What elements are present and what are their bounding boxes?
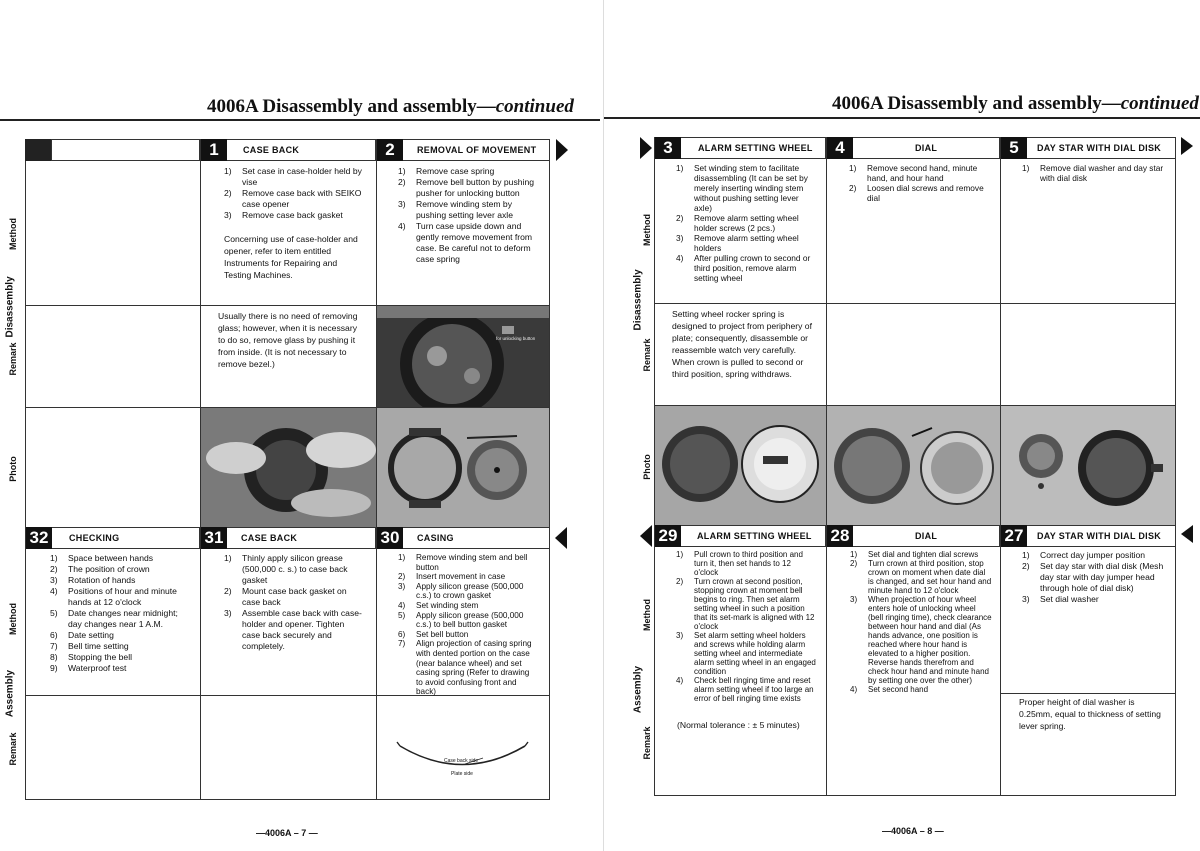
side-label-disassembly: Disassembly <box>632 269 644 331</box>
corner-block <box>25 139 51 161</box>
list-item: 1) Correct day jumper position <box>1022 550 1146 560</box>
list-item: 1) Space between hands <box>50 553 154 563</box>
step-title: REMOVAL OF MOVEMENT <box>417 145 537 155</box>
step-number: 27 <box>1001 525 1027 547</box>
list-item: 1) Pull crown to third position and turn it, then set hands to 12 o'clock <box>676 550 803 577</box>
step-32-header <box>25 527 200 549</box>
side-label-assembly: Assembly <box>4 669 16 718</box>
grid-line <box>654 547 655 795</box>
list-item: 1) Set winding stem to facilitate disassembling (It can be set by merely inserting winding stem without pushing setting lever axle) <box>676 163 808 213</box>
step-number: 29 <box>655 525 681 547</box>
side-label-remark: Remark <box>642 726 652 760</box>
grid-line <box>826 547 827 795</box>
step-31-method-list <box>224 553 364 652</box>
step-2-header <box>376 139 550 161</box>
step-29-method-list <box>676 550 816 703</box>
step-title: CHECKING <box>69 533 120 543</box>
step-28-header <box>826 525 1000 547</box>
list-item: 6) Set bell button <box>398 629 469 639</box>
side-label-remark: Remark <box>8 342 18 376</box>
step-27-method-list <box>1022 550 1166 605</box>
photo-caption: for unlocking button <box>496 336 536 341</box>
list-item: 2) Remove case back with SEIKO case opener <box>224 188 362 209</box>
list-item: 4) Positions of hour and minute hands at 12 o'clock <box>50 586 177 607</box>
list-item: 4) Turn case upside down and gently remove movement from case. Be careful not to deform case spring <box>398 221 533 264</box>
list-item: 8) Stopping the bell <box>50 652 133 662</box>
list-item: 1) Remove dial washer and day star with dial disk <box>1022 163 1164 183</box>
side-label-photo: Photo <box>642 454 652 480</box>
grid-line <box>1175 547 1176 795</box>
list-item: 2) Mount case back gasket on case back <box>224 586 347 607</box>
step-30-method-list <box>398 553 538 697</box>
list-item: 5) Date changes near midnight; day changes near 1 A.M. <box>50 608 178 629</box>
step-4-method-list <box>849 163 991 203</box>
step-1-method-list <box>224 166 364 221</box>
grid-line <box>25 799 550 800</box>
list-item: 4) Set second hand <box>850 685 929 694</box>
step-title: DAY STAR WITH DIAL DISK <box>1037 531 1162 541</box>
left-page-title: 4006A Disassembly and assembly—continued <box>207 96 574 117</box>
right-page-title: 4006A Disassembly and assembly—continued <box>832 93 1199 114</box>
side-label-disassembly: Disassembly <box>4 276 16 338</box>
grid-line <box>25 161 26 527</box>
header-blank <box>51 139 200 161</box>
list-item: 3) Remove alarm setting wheel holders <box>676 233 799 253</box>
arrow-right-icon <box>640 137 652 159</box>
grid-line <box>654 795 1176 796</box>
list-item: 5) Apply silicon grease (500,000 c.s.) to bell button gasket <box>398 610 524 630</box>
step-title: ALARM SETTING WHEEL <box>698 143 813 153</box>
step-number: 28 <box>827 525 853 547</box>
side-label-method: Method <box>642 599 652 631</box>
movement-and-case-photo <box>377 408 549 527</box>
list-item: 4) After pulling crown to second or third position, remove alarm setting wheel <box>676 253 811 283</box>
step-title: DAY STAR WITH DIAL DISK <box>1037 143 1162 153</box>
list-item: 4) Set winding stem <box>398 600 479 610</box>
list-item: 2) Remove alarm setting wheel holder screws (2 pcs.) <box>676 213 799 233</box>
photo-movement-removal <box>377 408 549 527</box>
arrow-right-icon <box>556 139 568 161</box>
arrow-left-icon <box>555 527 567 549</box>
list-item: 1) Thinly apply silicon grease (500,000 c. s.) to case back gasket <box>224 553 348 585</box>
list-item: 2) Turn crown at second position, stopping crown at moment bell begins to ring. Then set alarm setting wheel in such a position that its set-mark is aligned with 12 o'clock <box>676 577 815 631</box>
step-3-method-list <box>676 163 816 283</box>
side-label-assembly: Assembly <box>632 665 644 714</box>
step-title: ALARM SETTING WHEEL <box>697 531 812 541</box>
list-item: 2) Remove bell button by pushing pusher for unlocking button <box>398 177 535 198</box>
list-item: 1) Set dial and tighten dial screws <box>850 550 979 559</box>
list-item: 2) Turn crown at third position, stop crown on moment when date dial is changed, and set hour hand and minute hand to 12 o'clock <box>850 559 992 595</box>
side-label-remark: Remark <box>8 732 18 766</box>
movement-removal-photo <box>377 306 549 407</box>
list-item: 2) Set day star with dial disk (Mesh day star with day jumper head through hole of dial disk) <box>1022 561 1164 593</box>
step-5-header <box>1000 137 1176 159</box>
step-32-method-list <box>50 553 192 674</box>
side-label-method: Method <box>8 218 18 250</box>
dial-photo <box>827 406 1000 525</box>
step-3-header <box>654 137 826 159</box>
step-number: 2 <box>377 139 403 161</box>
step-title: CASING <box>417 533 454 543</box>
grid-line <box>25 549 26 799</box>
step-number: 32 <box>26 527 52 549</box>
step-number: 1 <box>201 139 227 161</box>
page-gutter <box>603 0 604 851</box>
diagram-label: Plate side <box>451 771 473 777</box>
title-rule <box>0 119 600 121</box>
title-rule <box>604 117 1200 119</box>
photo-dial <box>827 406 1000 525</box>
list-item: 3) When projection of hour wheel enters hole of unlocking wheel (bell ringing time), check clearance between hour hand and dial (As hands advance, one position is reached where hour hand is elevated to a higher position. Reverse hands therefrom and check hour hand and minute hand by setting one over the other) <box>850 595 992 685</box>
step-29-header <box>654 525 826 547</box>
diagram-label: Case back side <box>444 758 479 764</box>
step-number: 30 <box>377 527 403 549</box>
list-item: 7) Align projection of casing spring with dented portion on the case (near balance wheel) and set casing spring (Refer to drawing to avoid confusing front and back) <box>398 639 532 697</box>
remark-photo <box>377 306 549 407</box>
list-item: 6) Date setting <box>50 630 114 640</box>
list-item: 3) Assemble case back with case-holder and opener. Tighten case back securely and completely. <box>224 608 362 651</box>
list-item: 3) Rotation of hands <box>50 575 136 585</box>
list-item: 1) Set case in case-holder held by vise <box>224 166 362 187</box>
side-label-method: Method <box>8 603 18 635</box>
arrow-left-icon <box>1181 525 1193 543</box>
list-item: 3) Apply silicon grease (500,000 c.s.) to crown gasket <box>398 581 524 601</box>
step-title: CASE BACK <box>241 533 298 543</box>
step-1-method-note: Concerning use of case-holder and opener, refer to item entitled Instruments for Repairing and Testing Machines. <box>224 234 358 280</box>
day-star-photo <box>1001 406 1175 525</box>
list-item: 1) Remove winding stem and bell button <box>398 553 528 572</box>
tolerance-note: (Normal tolerance : ± 5 minutes) <box>677 720 800 730</box>
list-item: 4) Check bell ringing time and reset alarm setting wheel if too large an error of bell ringing time exists <box>676 676 814 703</box>
step-1-header <box>200 139 376 161</box>
list-item: 3) Set dial washer <box>1022 594 1099 604</box>
step-number: 3 <box>655 137 681 159</box>
list-item: 9) Waterproof test <box>50 663 127 673</box>
page-number: —4006A – 7 — <box>256 828 318 838</box>
step-30-header <box>376 527 550 549</box>
step-title: DIAL <box>915 531 938 541</box>
step-27-remark: Proper height of dial washer is 0.25mm, equal to thickness of setting lever spring. <box>1019 697 1161 731</box>
list-item: 2) Insert movement in case <box>398 572 506 582</box>
side-label-photo: Photo <box>8 456 18 482</box>
photo-day-star <box>1001 406 1175 525</box>
list-item: 3) Set alarm setting wheel holders and screws while holding alarm setting wheel and intermediate alarm setting wheel in an engaged condition <box>676 631 816 676</box>
arrow-left-icon <box>640 525 652 547</box>
list-item: 2) Loosen dial screws and remove dial <box>849 183 984 203</box>
page-number: —4006A – 8 — <box>882 826 944 836</box>
grid-line <box>200 549 201 799</box>
grid-line <box>1000 693 1176 694</box>
grid-line <box>1175 159 1176 525</box>
case-back-opening-photo <box>201 408 376 527</box>
side-label-remark: Remark <box>642 338 652 372</box>
step-number: 31 <box>201 527 227 549</box>
step-4-header <box>826 137 1000 159</box>
step-27-header <box>1000 525 1176 547</box>
step-1-remark: Usually there is no need of removing glass; however, when it is necessary to do so, remove glass by pushing it from inside. (It is not necessary to remove bezel.) <box>218 311 358 369</box>
step-number: 4 <box>827 137 853 159</box>
alarm-wheel-photo <box>655 406 826 525</box>
grid-line <box>1000 547 1001 795</box>
side-label-method: Method <box>642 214 652 246</box>
list-item: 3) Remove case back gasket <box>224 210 343 220</box>
grid-line <box>654 303 1176 304</box>
grid-line <box>549 549 550 799</box>
list-item: 7) Bell time setting <box>50 641 129 651</box>
step-number: 5 <box>1001 137 1027 159</box>
step-31-header <box>200 527 376 549</box>
list-item: 3) Remove winding stem by pushing setting lever axle <box>398 199 513 220</box>
step-5-method-list <box>1022 163 1164 183</box>
grid-line <box>376 549 377 799</box>
step-2-method-list <box>398 166 538 265</box>
list-item: 2) The position of crown <box>50 564 150 574</box>
step-28-method-list <box>850 550 992 694</box>
list-item: 1) Remove case spring <box>398 166 495 176</box>
grid-line <box>549 161 550 527</box>
list-item: 1) Remove second hand, minute hand, and hour hand <box>849 163 978 183</box>
photo-case-back <box>201 408 376 527</box>
step-title: CASE BACK <box>243 145 300 155</box>
arrow-right-icon <box>1181 137 1193 155</box>
photo-alarm-setting-wheel <box>655 406 826 525</box>
step-3-remark: Setting wheel rocker spring is designed to project from periphery of plate; consequently, disassemble or reassemble watch very carefully. When crown is pulled to second or third position, spring withdraws. <box>672 309 812 379</box>
step-title: DIAL <box>915 143 938 153</box>
